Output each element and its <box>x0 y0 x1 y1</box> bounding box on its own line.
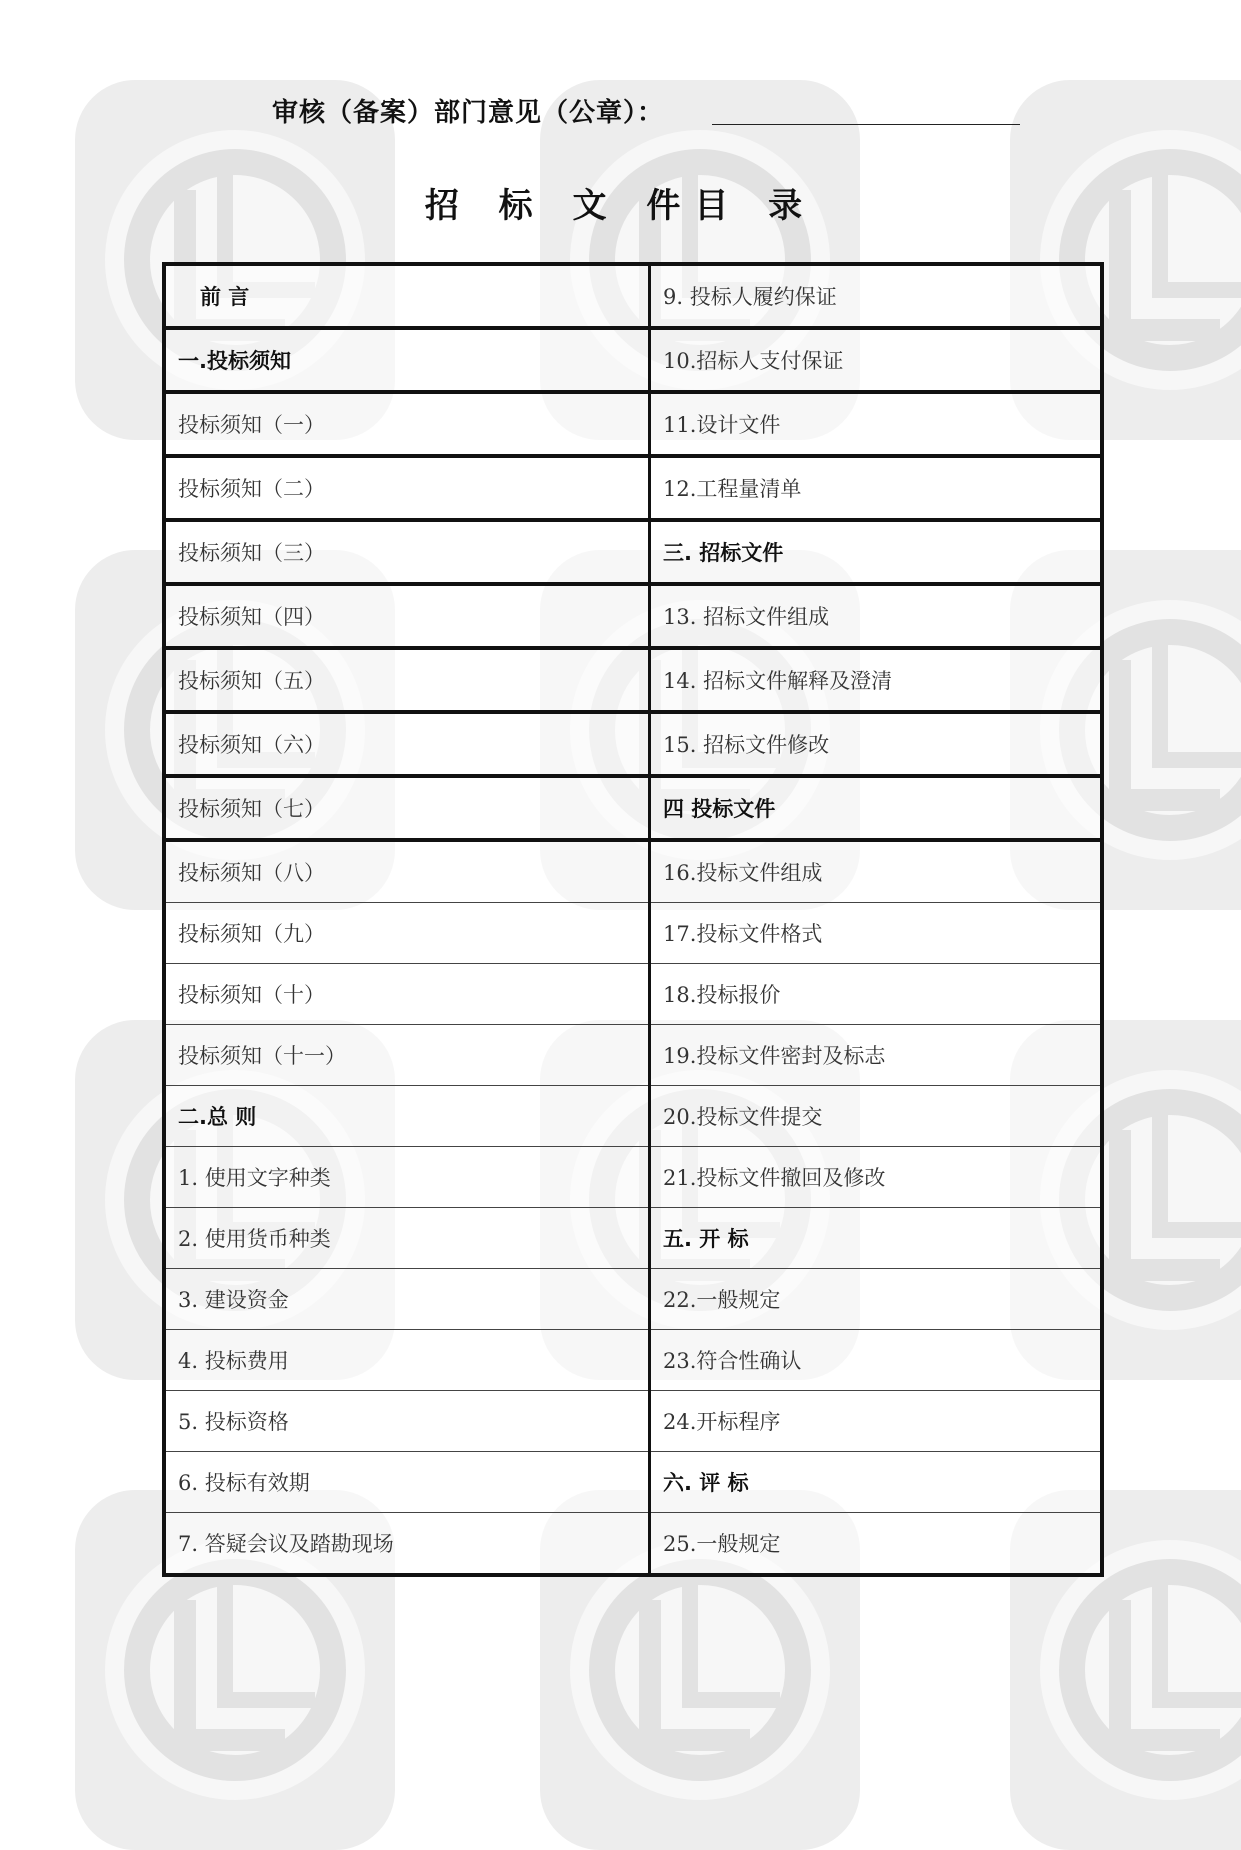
toc-entry-right: 20.投标文件提交 <box>650 1086 1103 1147</box>
toc-entry-right: 9. 投标人履约保证 <box>650 264 1103 328</box>
table-row <box>164 328 1102 392</box>
toc-entry-left: 投标须知（一） <box>164 392 650 456</box>
table-row <box>164 1330 1102 1391</box>
toc-entry-left: 二.总 则 <box>164 1086 650 1147</box>
toc-entry-left: 投标须知（七） <box>164 776 650 840</box>
toc-entry-left: 2. 使用货币种类 <box>164 1208 650 1269</box>
toc-entry-right: 16.投标文件组成 <box>650 840 1103 903</box>
table-row <box>164 964 1102 1025</box>
toc-table <box>162 262 1104 1577</box>
table-row <box>164 1513 1102 1576</box>
table-row <box>164 1025 1102 1086</box>
toc-entry-right: 11.设计文件 <box>650 392 1103 456</box>
toc-entry-left: 前 言 <box>164 264 650 328</box>
toc-entry-right: 23.符合性确认 <box>650 1330 1103 1391</box>
toc-entry-right: 22.一般规定 <box>650 1269 1103 1330</box>
toc-entry-left: 5. 投标资格 <box>164 1391 650 1452</box>
table-row <box>164 840 1102 903</box>
toc-entry-right: 24.开标程序 <box>650 1391 1103 1452</box>
table-row <box>164 712 1102 776</box>
table-row <box>164 1208 1102 1269</box>
table-row <box>164 520 1102 584</box>
toc-entry-left: 3. 建设资金 <box>164 1269 650 1330</box>
table-row <box>164 456 1102 520</box>
table-row <box>164 1147 1102 1208</box>
toc-entry-left: 投标须知（五） <box>164 648 650 712</box>
toc-entry-left: 一.投标须知 <box>164 328 650 392</box>
table-row <box>164 1391 1102 1452</box>
table-row <box>164 1269 1102 1330</box>
audit-opinion-blank <box>712 124 1020 125</box>
toc-entry-right: 三. 招标文件 <box>650 520 1103 584</box>
toc-entry-right: 18.投标报价 <box>650 964 1103 1025</box>
toc-entry-right: 12.工程量清单 <box>650 456 1103 520</box>
toc-entry-left: 投标须知（九） <box>164 903 650 964</box>
toc-entry-left: 投标须知（十一） <box>164 1025 650 1086</box>
audit-opinion-label: 审核（备案）部门意见（公章）： <box>272 98 665 128</box>
table-row <box>164 1452 1102 1513</box>
table-row <box>164 392 1102 456</box>
toc-entry-right: 四 投标文件 <box>650 776 1103 840</box>
toc-entry-left: 1. 使用文字种类 <box>164 1147 650 1208</box>
toc-entry-left: 4. 投标费用 <box>164 1330 650 1391</box>
toc-entry-right: 15. 招标文件修改 <box>650 712 1103 776</box>
toc-entry-left: 投标须知（四） <box>164 584 650 648</box>
toc-entry-left: 投标须知（二） <box>164 456 650 520</box>
toc-entry-right: 五. 开 标 <box>650 1208 1103 1269</box>
toc-entry-left: 投标须知（六） <box>164 712 650 776</box>
toc-entry-right: 19.投标文件密封及标志 <box>650 1025 1103 1086</box>
toc-entry-right: 25.一般规定 <box>650 1513 1103 1576</box>
toc-entry-left: 6. 投标有效期 <box>164 1452 650 1513</box>
page-title: 招 标 文 件目 录 <box>424 186 817 226</box>
toc-entry-left: 投标须知（三） <box>164 520 650 584</box>
toc-entry-left: 投标须知（八） <box>164 840 650 903</box>
table-row <box>164 648 1102 712</box>
table-row <box>164 1086 1102 1147</box>
toc-entry-right: 六. 评 标 <box>650 1452 1103 1513</box>
toc-entry-right: 13. 招标文件组成 <box>650 584 1103 648</box>
toc-entry-left: 7. 答疑会议及踏勘现场 <box>164 1513 650 1576</box>
table-row <box>164 776 1102 840</box>
table-row <box>164 903 1102 964</box>
toc-entry-right: 14. 招标文件解释及澄清 <box>650 648 1103 712</box>
toc-entry-right: 17.投标文件格式 <box>650 903 1103 964</box>
toc-entry-right: 21.投标文件撤回及修改 <box>650 1147 1103 1208</box>
table-row <box>164 264 1102 328</box>
table-row <box>164 584 1102 648</box>
toc-entry-left: 投标须知（十） <box>164 964 650 1025</box>
toc-entry-right: 10.招标人支付保证 <box>650 328 1103 392</box>
